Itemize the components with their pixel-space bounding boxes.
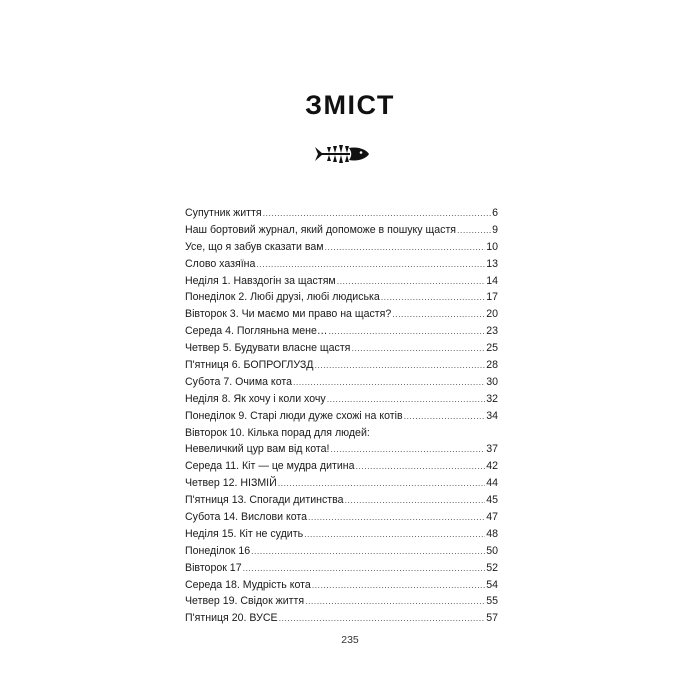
toc-entry-page: 28 [486, 359, 498, 372]
toc-entry-title: Невеличкий цур вам від кота! [185, 443, 330, 456]
toc-entry-title: Четвер 12. НІЗМІЙ [185, 477, 277, 490]
toc-leader-dots [329, 323, 486, 340]
fish-skeleton-icon [314, 143, 370, 165]
toc-entry-title: Субота 7. Очима кота [185, 375, 292, 388]
toc-entry-title: П'ятниця 13. Спогади дитинства [185, 494, 344, 507]
toc-entry-page: 10 [486, 240, 498, 253]
toc-leader-dots [263, 205, 491, 222]
toc-leader-dots [256, 256, 485, 273]
toc-entry-title: Середа 4. Погляньна мене… [185, 325, 328, 338]
toc-entry-title: П'ятниця 6. БОПРОГЛУЗД [185, 359, 314, 372]
page-number: 235 [341, 634, 359, 646]
toc-entry-page: 44 [486, 477, 498, 490]
toc-entry-page: 54 [486, 578, 498, 591]
toc-entry-page: 23 [486, 325, 498, 338]
toc-entry [185, 560, 498, 577]
toc-entry-title: Понеділок 2. Любі друзі, любі людиська [185, 291, 380, 304]
toc-leader-dots [325, 239, 486, 256]
toc-entry-page: 9 [492, 223, 498, 236]
toc-leader-dots [351, 340, 485, 357]
toc-entry [185, 273, 498, 290]
toc-entry [185, 577, 498, 594]
toc-entry [185, 222, 498, 239]
toc-entry-page: 25 [486, 342, 498, 355]
toc-entry [185, 391, 498, 408]
toc-entry [185, 408, 498, 425]
table-of-contents [185, 205, 498, 627]
toc-leader-dots [330, 441, 485, 458]
toc-entry-title: Понеділок 16 [185, 544, 251, 557]
toc-entry [185, 374, 498, 391]
toc-entry-page: 6 [492, 207, 498, 219]
toc-entry-title: П'ятниця 20. ВУСЕ [185, 612, 278, 625]
toc-entry-title: Понеділок 9. Старі люди дуже схожі на котів [185, 409, 403, 422]
toc-leader-dots [457, 222, 491, 239]
toc-leader-dots [304, 526, 485, 543]
toc-entry-page: 52 [486, 561, 498, 574]
toc-entry-page: 32 [486, 392, 498, 405]
toc-entry [185, 593, 498, 610]
toc-entry [185, 357, 498, 374]
page-title: ЗМІСТ [305, 90, 395, 120]
toc-entry-page: 48 [486, 527, 498, 540]
toc-entry-title: Неділя 15. Кіт не судить [185, 527, 304, 540]
toc-leader-dots [381, 289, 485, 306]
toc-leader-dots [251, 543, 485, 560]
toc-entry [185, 256, 498, 273]
toc-entry-page: 55 [486, 595, 498, 608]
toc-leader-dots [327, 391, 485, 408]
toc-leader-dots [305, 593, 485, 610]
toc-entry [185, 475, 498, 492]
toc-leader-dots [312, 577, 485, 594]
toc-entry [185, 205, 498, 222]
toc-entry [185, 340, 498, 357]
toc-leader-dots [356, 458, 486, 475]
toc-leader-dots [279, 610, 486, 627]
toc-entry-page: 13 [486, 257, 498, 270]
toc-entry [185, 306, 498, 323]
toc-leader-dots [243, 560, 486, 577]
toc-entry-title: Середа 11. Кіт — це мудра дитина [185, 460, 355, 473]
toc-entry-page: 20 [486, 308, 498, 321]
toc-entry-title: Усе, що я забув сказати вам [185, 240, 324, 253]
toc-entry [185, 526, 498, 543]
toc-entry-page: 30 [486, 375, 498, 388]
toc-leader-dots [345, 492, 486, 509]
toc-entry-page: 57 [486, 612, 498, 625]
toc-entry-title: Вівторок 10. Кілька порад для людей: [185, 426, 370, 439]
toc-entry [185, 509, 498, 526]
toc-entry-title: Слово хазяїна [185, 257, 256, 270]
toc-entry-page: 42 [486, 460, 498, 473]
toc-leader-dots [314, 357, 485, 374]
toc-entry [185, 239, 498, 256]
toc-entry-title: Середа 18. Мудрість кота [185, 578, 311, 591]
toc-entry-title: Субота 14. Вислови кота [185, 511, 308, 524]
toc-entry-title: Вівторок 3. Чи маємо ми право на щастя? [185, 308, 392, 321]
toc-leader-dots [404, 408, 486, 425]
toc-leader-dots [293, 374, 485, 391]
toc-entry-page: 45 [486, 494, 498, 507]
toc-leader-dots [278, 475, 485, 492]
toc-entry-title: Четвер 19. Свідок життя [185, 595, 305, 608]
toc-entry [185, 289, 498, 306]
toc-leader-dots [392, 306, 485, 323]
toc-entry-title: Неділя 1. Навздогін за щастям [185, 274, 336, 287]
toc-entry [185, 610, 498, 627]
toc-entry [185, 441, 498, 458]
toc-entry-page: 14 [486, 274, 498, 287]
toc-entry [185, 543, 498, 560]
toc-leader-dots [308, 509, 485, 526]
toc-entry-page: 17 [486, 291, 498, 304]
toc-entry-title: Вівторок 17 [185, 561, 242, 574]
toc-entry [185, 458, 498, 475]
toc-entry-title: Четвер 5. Будувати власне щастя [185, 342, 351, 355]
toc-entry [185, 425, 498, 442]
toc-entry [185, 492, 498, 509]
toc-entry-page: 47 [486, 511, 498, 524]
toc-entry-page: 37 [486, 443, 498, 456]
toc-entry-page: 50 [486, 544, 498, 557]
toc-entry-title: Неділя 8. Як хочу і коли хочу [185, 392, 326, 405]
toc-entry-title: Наш бортовий журнал, який допоможе в пошуку щастя [185, 223, 457, 236]
toc-entry-title: Супутник життя [185, 207, 262, 219]
toc-entry [185, 323, 498, 340]
toc-leader-dots [337, 273, 485, 290]
toc-entry-page: 34 [486, 409, 498, 422]
